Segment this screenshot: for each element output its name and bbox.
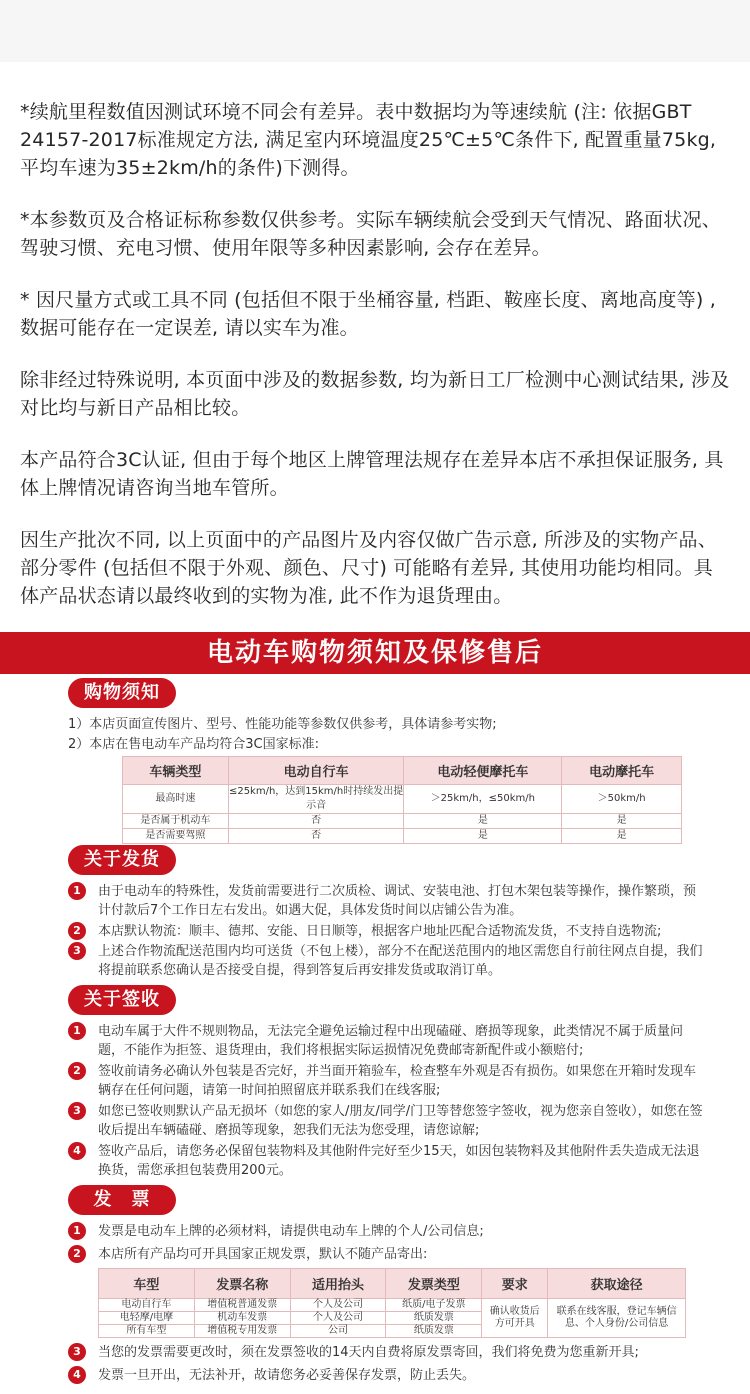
table-header: 电动摩托车 <box>562 757 682 785</box>
table-header: 要求 <box>482 1269 548 1299</box>
number-badge: 3 <box>68 1102 86 1120</box>
number-badge: 2 <box>68 922 86 940</box>
number-badge: 1 <box>68 1022 86 1040</box>
invoice-item-2 <box>68 1245 704 1264</box>
table-cell: 增值税专用发票 <box>194 1325 290 1338</box>
table-cell-channel: 联系在线客服，登记车辆信息、个人身份/公司信息 <box>548 1299 686 1338</box>
invoice-title: 发 票 <box>68 1185 176 1215</box>
table-header: 车型 <box>99 1269 195 1299</box>
table-header: 车辆类型 <box>123 757 229 785</box>
disclaimer-block <box>20 98 732 634</box>
table-header: 电动自行车 <box>228 757 404 785</box>
receipt-item-3 <box>68 1102 704 1140</box>
table-row <box>123 829 682 844</box>
number-badge: 4 <box>68 1142 86 1160</box>
section-header: 电动车购物须知及保修售后 <box>0 632 750 674</box>
table-header: 适用抬头 <box>290 1269 386 1299</box>
number-badge: 1 <box>68 1222 86 1240</box>
item-text: 签收产品后，请您务必保留包装物料及其他附件完好至少15天，如因包装物料及其他附件丢失造成无法退换货，需您承担包装费用200元。 <box>98 1144 700 1178</box>
item-text: 电动车属于大件不规则物品，无法完全避免运输过程中出现磕碰、磨损等现象，此类情况不属于质量问题，不能作为拒签、退货理由，我们将根据实际运损情况免费邮寄新配件或小额赔付; <box>98 1024 684 1058</box>
disclaimer-params: *本参数页及合格证标称参数仅供参考。实际车辆续航会受到天气情况、路面状况、驾驶习惯、充电习惯、使用年限等多种因素影响, 会存在差异。 <box>20 209 721 259</box>
table-cell: 电动自行车 <box>99 1299 195 1312</box>
table-cell: 电轻摩/电摩 <box>99 1312 195 1325</box>
item-text: 发票一旦开出，无法补开，故请您务必妥善保存发票，防止丢失。 <box>98 1368 476 1383</box>
item-text: 本店所有产品均可开具国家正规发票，默认不随产品寄出: <box>98 1247 428 1262</box>
table-cell: 是 <box>562 829 682 844</box>
invoice-item-4 <box>68 1366 704 1385</box>
table-header-row <box>99 1269 686 1299</box>
invoice-item-1 <box>68 1222 704 1241</box>
table-cell: 最高时速 <box>123 785 229 814</box>
shopping-notice-title: 购物须知 <box>68 678 176 708</box>
disclaimer-3c: 本产品符合3C认证, 但由于每个地区上牌管理法规存在差异本店不承担保证服务, 具体上牌情况请咨询当地车管所。 <box>20 449 724 499</box>
table-cell: 个人及公司 <box>290 1299 386 1312</box>
table-row <box>99 1299 686 1312</box>
table-cell: ＞50km/h <box>562 785 682 814</box>
disclaimer-range: *续航里程数值因测试环境不同会有差异。表中数据均为等速续航 (注: 依据GBT 24157-2017标准规定方法, 满足室内环境温度25℃±5℃条件下, 配置重量75kg, 平均车速为35±2km/h的条件)下测得。 <box>20 101 717 179</box>
table-row <box>123 785 682 814</box>
receipt-item-4 <box>68 1142 704 1180</box>
table-cell: 是否属于机动车 <box>123 814 229 829</box>
delivery-item-1 <box>68 882 704 920</box>
delivery-item-3 <box>68 942 704 980</box>
table-row <box>123 814 682 829</box>
disclaimer-batch: 因生产批次不同, 以上页面中的产品图片及内容仅做广告示意, 所涉及的实物产品、部分零件 (包括但不限于外观、颜色、尺寸) 可能略有差异, 其使用功能均相同。具体产品状态请以最终收到的实物为准, 此不作为退货理由。 <box>20 529 717 607</box>
item-text: 如您已签收则默认产品无损坏（如您的家人/朋友/同学/门卫等替您签字签收，视为您亲自签收），如您在签收后提出车辆磕碰、磨损等现象，恕我们无法为您受理，请您谅解; <box>98 1104 703 1138</box>
table-cell: 是 <box>404 814 562 829</box>
invoice-item-3 <box>68 1343 704 1362</box>
table-cell: ≤25km/h，达到15km/h时持续发出提示音 <box>228 785 404 814</box>
table-cell: 是否需要驾照 <box>123 829 229 844</box>
table-cell: 是 <box>562 814 682 829</box>
number-badge: 3 <box>68 1343 86 1361</box>
table-header: 获取途径 <box>548 1269 686 1299</box>
number-badge: 2 <box>68 1245 86 1263</box>
shopping-line-2: 2）本店在售电动车产品均符合3C国家标准: <box>68 737 319 752</box>
table-header: 电动轻便摩托车 <box>404 757 562 785</box>
disclaimer-measurement: * 因尺量方式或工具不同 (包括但不限于坐桶容量, 档距、鞍座长度、离地高度等) , 数据可能存在一定误差, 请以实车为准。 <box>20 289 716 339</box>
table-cell: 公司 <box>290 1325 386 1338</box>
table-cell: 机动车发票 <box>194 1312 290 1325</box>
table-cell: 纸质发票 <box>386 1325 482 1338</box>
table-header-row <box>123 757 682 785</box>
receipt-item-2 <box>68 1062 704 1100</box>
table-header: 发票类型 <box>386 1269 482 1299</box>
table-cell-requirement: 确认收货后方可开具 <box>482 1299 548 1338</box>
table-header: 发票名称 <box>194 1269 290 1299</box>
item-text: 上述合作物流配送范围内均可送货（不包上楼），部分不在配送范围内的地区需您自行前往网点自提，我们将提前联系您确认是否接受自提，得到答复后再安排发货或取消订单。 <box>98 944 703 978</box>
table-cell: 否 <box>228 814 404 829</box>
item-text: 当您的发票需要更改时，须在发票签收的14天内自费将原发票寄回，我们将免费为您重新开具; <box>98 1345 639 1360</box>
shopping-line-1: 1）本店页面宣传图片、型号、性能功能等参数仅供参考，具体请参考实物; <box>68 717 497 732</box>
top-bar <box>0 0 750 62</box>
item-text: 发票是电动车上牌的必须材料，请提供电动车上牌的个人/公司信息; <box>98 1224 484 1239</box>
table-cell: 增值税普通发票 <box>194 1299 290 1312</box>
item-text: 由于电动车的特殊性，发货前需要进行二次质检、调试、安装电池、打包木架包装等操作，操作繁琐，预计付款后7个工作日左右发出。如遇大促，具体发货时间以店铺公告为准。 <box>98 884 697 918</box>
table-cell: 个人及公司 <box>290 1312 386 1325</box>
vehicle-type-table <box>122 756 682 844</box>
number-badge: 4 <box>68 1366 86 1384</box>
table-cell: 纸质/电子发票 <box>386 1299 482 1312</box>
table-cell: 是 <box>404 829 562 844</box>
table-cell: 否 <box>228 829 404 844</box>
receipt-title: 关于签收 <box>68 985 176 1015</box>
number-badge: 3 <box>68 942 86 960</box>
number-badge: 1 <box>68 882 86 900</box>
item-text: 签收前请务必确认外包装是否完好，并当面开箱验车，检查整车外观是否有损伤。如果您在开箱时发现车辆存在任何问题，请第一时间拍照留底并联系我们在线客服; <box>98 1064 697 1098</box>
invoice-table <box>98 1268 686 1338</box>
number-badge: 2 <box>68 1062 86 1080</box>
delivery-item-2 <box>68 922 704 941</box>
delivery-title: 关于发货 <box>68 845 176 875</box>
item-text: 本店默认物流：顺丰、德邦、安能、日日顺等，根据客户地址匹配合适物流发货，不支持自选物流; <box>98 924 662 939</box>
receipt-item-1 <box>68 1022 704 1060</box>
table-cell: ＞25km/h，≤50km/h <box>404 785 562 814</box>
table-cell: 所有车型 <box>99 1325 195 1338</box>
table-cell: 纸质发票 <box>386 1312 482 1325</box>
disclaimer-test-center: 除非经过特殊说明, 本页面中涉及的数据参数, 均为新日工厂检测中心测试结果, 涉及对比均与新日产品相比较。 <box>20 369 730 419</box>
